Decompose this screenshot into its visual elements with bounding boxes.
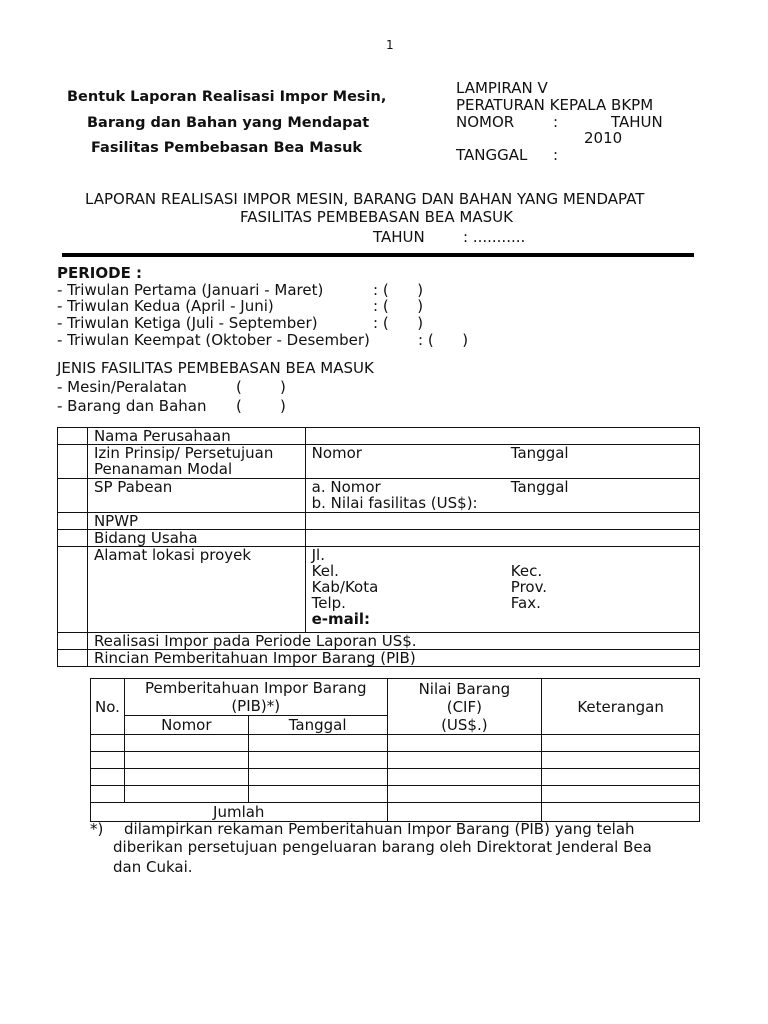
jumlah-keterangan-field[interactable] xyxy=(542,803,700,822)
table-row xyxy=(58,546,700,632)
alamat-label: Alamat lokasi proyek xyxy=(87,546,305,632)
report-title-line-1: LAPORAN REALISASI IMPOR MESIN, BARANG DAN BAHAN YANG MENDAPAT xyxy=(85,190,645,208)
sp-label: SP Pabean xyxy=(87,479,305,513)
izin-tanggal-label: Tanggal xyxy=(510,444,569,462)
table-row xyxy=(91,786,700,803)
pib-table xyxy=(90,678,700,822)
jl-label: Jl. xyxy=(311,545,325,564)
footnote-line-2: diberikan persetujuan pengeluaran barang oleh Direktorat Jenderal Bea xyxy=(113,838,652,856)
kab-label: Kab/Kota xyxy=(311,577,379,596)
table-row xyxy=(58,479,700,496)
telp-label: Telp. xyxy=(311,593,346,612)
tanggal-header: Tanggal xyxy=(248,716,387,735)
tahun-label: TAHUN xyxy=(611,113,663,131)
jumlah-label: Jumlah xyxy=(91,803,388,822)
no-header: No. xyxy=(91,679,125,735)
table-row xyxy=(91,803,700,822)
periode-item-3: - Triwulan Ketiga (Juli - September) xyxy=(57,314,318,332)
table-row xyxy=(91,769,700,786)
izin-tanggal-field[interactable] xyxy=(505,445,700,479)
table-row xyxy=(58,512,700,529)
footnote-line-3: dan Cukai. xyxy=(113,858,193,876)
table-row xyxy=(58,632,700,649)
nama-field[interactable] xyxy=(305,428,699,445)
jenis-checkbox-mesin[interactable]: ( ) xyxy=(236,378,286,396)
prov-label: Prov. xyxy=(510,577,548,596)
periode-item-4: - Triwulan Keempat (Oktober - Desember) xyxy=(57,331,370,349)
sp-nomor-field[interactable] xyxy=(305,479,505,496)
jenis-checkbox-barang[interactable]: ( ) xyxy=(236,397,286,415)
sp-nomor-label: a. Nomor xyxy=(311,478,381,496)
tanggal-colon: : xyxy=(553,146,559,164)
nilai-header-line-2: (CIF) xyxy=(446,697,482,716)
sp-nilai-label: b. Nilai fasilitas (US$): xyxy=(311,494,478,512)
tanggal-label: TANGGAL xyxy=(456,146,528,164)
table-row xyxy=(58,428,700,445)
nilai-header-line-1: Nilai Barang xyxy=(418,679,511,698)
table-row xyxy=(91,679,700,716)
npwp-field[interactable] xyxy=(305,512,699,529)
jenis-heading: JENIS FASILITAS PEMBEBASAN BEA MASUK xyxy=(57,359,374,377)
realisasi-label: Realisasi Impor pada Periode Laporan US$. xyxy=(87,632,699,649)
footnote-marker: *) xyxy=(90,820,104,838)
kec-label: Kec. xyxy=(510,561,543,580)
table-row xyxy=(58,649,700,666)
izin-label-line-1: Izin Prinsip/ Persetujuan xyxy=(93,444,274,462)
table-row xyxy=(58,529,700,546)
nilai-header-line-3: (US$.) xyxy=(441,715,488,734)
tahun-value: 2010 xyxy=(584,129,623,147)
report-title-line-2: FASILITAS PEMBEBASAN BEA MASUK xyxy=(240,208,513,226)
npwp-label: NPWP xyxy=(87,512,305,529)
table-row xyxy=(58,445,700,479)
table-row xyxy=(91,752,700,769)
periode-checkbox-4[interactable]: : ( ) xyxy=(418,331,469,349)
jenis-item-barang: - Barang dan Bahan xyxy=(57,397,207,415)
periode-heading: PERIODE : xyxy=(57,264,143,282)
alamat-field-left[interactable] xyxy=(305,546,505,632)
nilai-header xyxy=(387,679,542,735)
lampiran-label: LAMPIRAN V xyxy=(456,79,548,97)
jumlah-nilai-field[interactable] xyxy=(387,803,542,822)
periode-item-1: - Triwulan Pertama (Januari - Maret) xyxy=(57,281,324,299)
nomor-colon: : xyxy=(553,113,559,131)
kel-label: Kel. xyxy=(311,561,339,580)
pib-header xyxy=(124,679,387,716)
horizontal-rule xyxy=(62,253,694,257)
bidang-label: Bidang Usaha xyxy=(87,529,305,546)
jenis-item-mesin: - Mesin/Peralatan xyxy=(57,378,187,396)
sp-nilai-field[interactable] xyxy=(305,495,699,512)
sp-tanggal-field[interactable] xyxy=(505,479,700,496)
company-table xyxy=(57,427,700,667)
nama-label: Nama Perusahaan xyxy=(87,428,305,445)
periode-item-2: - Triwulan Kedua (April - Juni) xyxy=(57,297,274,315)
periode-checkbox-3[interactable]: : ( ) xyxy=(373,314,424,332)
periode-checkbox-1[interactable]: : ( ) xyxy=(373,281,424,299)
footnote-line-1: dilampirkan rekaman Pemberitahuan Impor Barang (PIB) yang telah xyxy=(124,820,635,838)
izin-label-line-2: Penanaman Modal xyxy=(93,460,233,478)
rincian-label: Rincian Pemberitahuan Impor Barang (PIB) xyxy=(87,649,699,666)
keterangan-header: Keterangan xyxy=(542,679,700,735)
nomor-label: NOMOR xyxy=(456,113,515,131)
report-tahun-label: TAHUN xyxy=(373,228,425,246)
table-row xyxy=(91,735,700,752)
email-label: e-mail: xyxy=(311,609,371,628)
pib-header-line-2: (PIB)*) xyxy=(231,697,281,715)
periode-checkbox-2[interactable]: : ( ) xyxy=(373,297,424,315)
izin-nomor-field[interactable] xyxy=(305,445,505,479)
peraturan-label: PERATURAN KEPALA BKPM xyxy=(456,96,654,114)
sp-tanggal-label: Tanggal xyxy=(510,478,569,496)
form-title-line-1: Bentuk Laporan Realisasi Impor Mesin, xyxy=(67,89,387,105)
fax-label: Fax. xyxy=(510,593,541,612)
alamat-field-right[interactable] xyxy=(505,546,700,632)
report-tahun-value: : ........... xyxy=(463,228,526,246)
nomor-header: Nomor xyxy=(124,716,248,735)
form-title-line-3: Fasilitas Pembebasan Bea Masuk xyxy=(91,140,363,156)
form-title-line-2: Barang dan Bahan yang Mendapat xyxy=(87,115,370,131)
page-number: 1 xyxy=(386,38,394,52)
bidang-field[interactable] xyxy=(305,529,699,546)
pib-header-line-1: Pemberitahuan Impor Barang xyxy=(144,679,367,697)
izin-nomor-label: Nomor xyxy=(311,444,362,462)
